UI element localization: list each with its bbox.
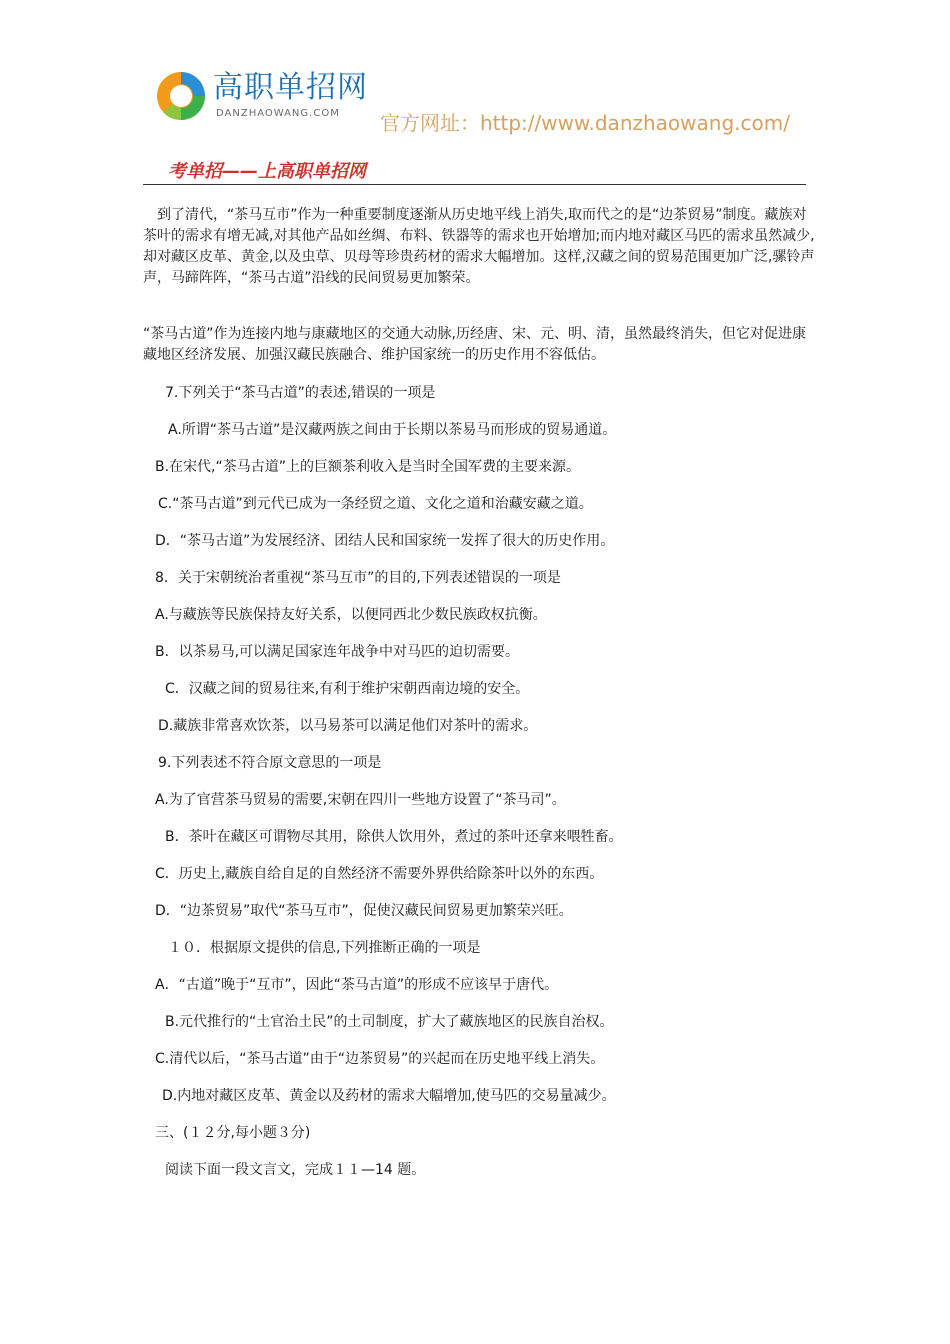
question-9-option-b: B．茶叶在藏区可谓物尽其用，除供人饮用外，煮过的茶叶还拿来喂牲畜。 (165, 829, 623, 845)
question-10-option-a: A．“古道”晚于“互市”，因此“茶马古道”的形成不应该早于唐代。 (155, 977, 559, 993)
question-7-option-c: C.“茶马古道”到元代已成为一条经贸之道、文化之道和治藏安藏之道。 (158, 496, 593, 512)
question-8-option-b: B．以茶易马,可以满足国家连年战争中对马匹的迫切需要。 (155, 644, 520, 660)
article-paragraph-2: “茶马古道”作为连接内地与康藏地区的交通大动脉,历经唐、宋、元、明、清，虽然最终消失，但它对促进康藏地区经济发展、加强汉藏民族融合、维护国家统一的历史作用不容低估。 (143, 326, 806, 363)
question-8-option-c: C．汉藏之间的贸易往来,有利于维护宋朝西南边境的安全。 (165, 681, 530, 697)
slogan: 考单招——上高职单招网 (168, 161, 366, 182)
question-8-option-d: D.藏族非常喜欢饮茶，以马易茶可以满足他们对茶叶的需求。 (158, 718, 538, 734)
question-9-stem: 9.下列表述不符合原文意思的一项是 (158, 755, 382, 771)
question-9-option-c: C．历史上,藏族自给自足的自然经济不需要外界供给除茶叶以外的东西。 (155, 866, 604, 882)
danzhaowang-logo-icon (155, 70, 207, 122)
question-7-option-d: D．“茶马古道”为发展经济、团结人民和国家统一发挥了很大的历史作用。 (155, 533, 615, 549)
section-3-instruction: 阅读下面一段文言文，完成１１—14 题。 (165, 1162, 426, 1178)
article-paragraph-1: 到了清代，“茶马互市”作为一种重要制度逐渐从历史地平线上消失,取而代之的是“边茶贸易”制度。藏族对茶叶的需求有增无减,对其他产品如丝绸、布料、铁器等的需求也开始增加;而内地对藏区马匹的需求虽然减少,却对藏区皮革、黄金,以及虫草、贝母等珍贵药材的需求大幅增加。这样,汉藏之间的贸易范围更加广泛,骡铃声声，马蹄阵阵，“茶马古道”沿线的民间贸易更加繁荣。 (143, 207, 815, 286)
brand-domain: DANZHAOWANG.COM (216, 108, 340, 119)
site-url-link[interactable]: 官方网址：http://www.danzhaowang.com/ (380, 111, 790, 135)
question-7-stem: 7.下列关于“茶马古道”的表述,错误的一项是 (165, 385, 436, 401)
question-9-option-d: D．“边茶贸易”取代“茶马互市”，促使汉藏民间贸易更加繁荣兴旺。 (155, 903, 573, 919)
question-8-stem: 8．关于宋朝统治者重视“茶马互市”的目的,下列表述错误的一项是 (155, 570, 561, 586)
brand-name: 高职单招网 (213, 70, 368, 105)
question-10-option-d: D.内地对藏区皮革、黄金以及药材的需求大幅增加,使马匹的交易量减少。 (162, 1088, 616, 1104)
question-7-option-a: A.所谓“茶马古道”是汉藏两族之间由于长期以茶易马而形成的贸易通道。 (168, 422, 617, 438)
section-3-heading: 三、(１２分,每小题３分) (155, 1125, 311, 1141)
question-10-option-b: B.元代推行的“土官治土民”的土司制度，扩大了藏族地区的民族自治权。 (165, 1014, 614, 1030)
question-9-option-a: A.为了官营茶马贸易的需要,宋朝在四川一些地方设置了“茶马司”。 (155, 792, 566, 808)
question-10-stem: １０．根据原文提供的信息,下列推断正确的一项是 (168, 940, 481, 956)
question-7-option-b: B.在宋代,“茶马古道”上的巨额茶利收入是当时全国军费的主要来源。 (155, 459, 581, 475)
question-8-option-a: A.与藏族等民族保持友好关系，以便同西北少数民族政权抗衡。 (155, 607, 547, 623)
header-divider (143, 184, 806, 185)
question-10-option-c: C.清代以后，“茶马古道”由于“边茶贸易”的兴起而在历史地平线上消失。 (155, 1051, 605, 1067)
